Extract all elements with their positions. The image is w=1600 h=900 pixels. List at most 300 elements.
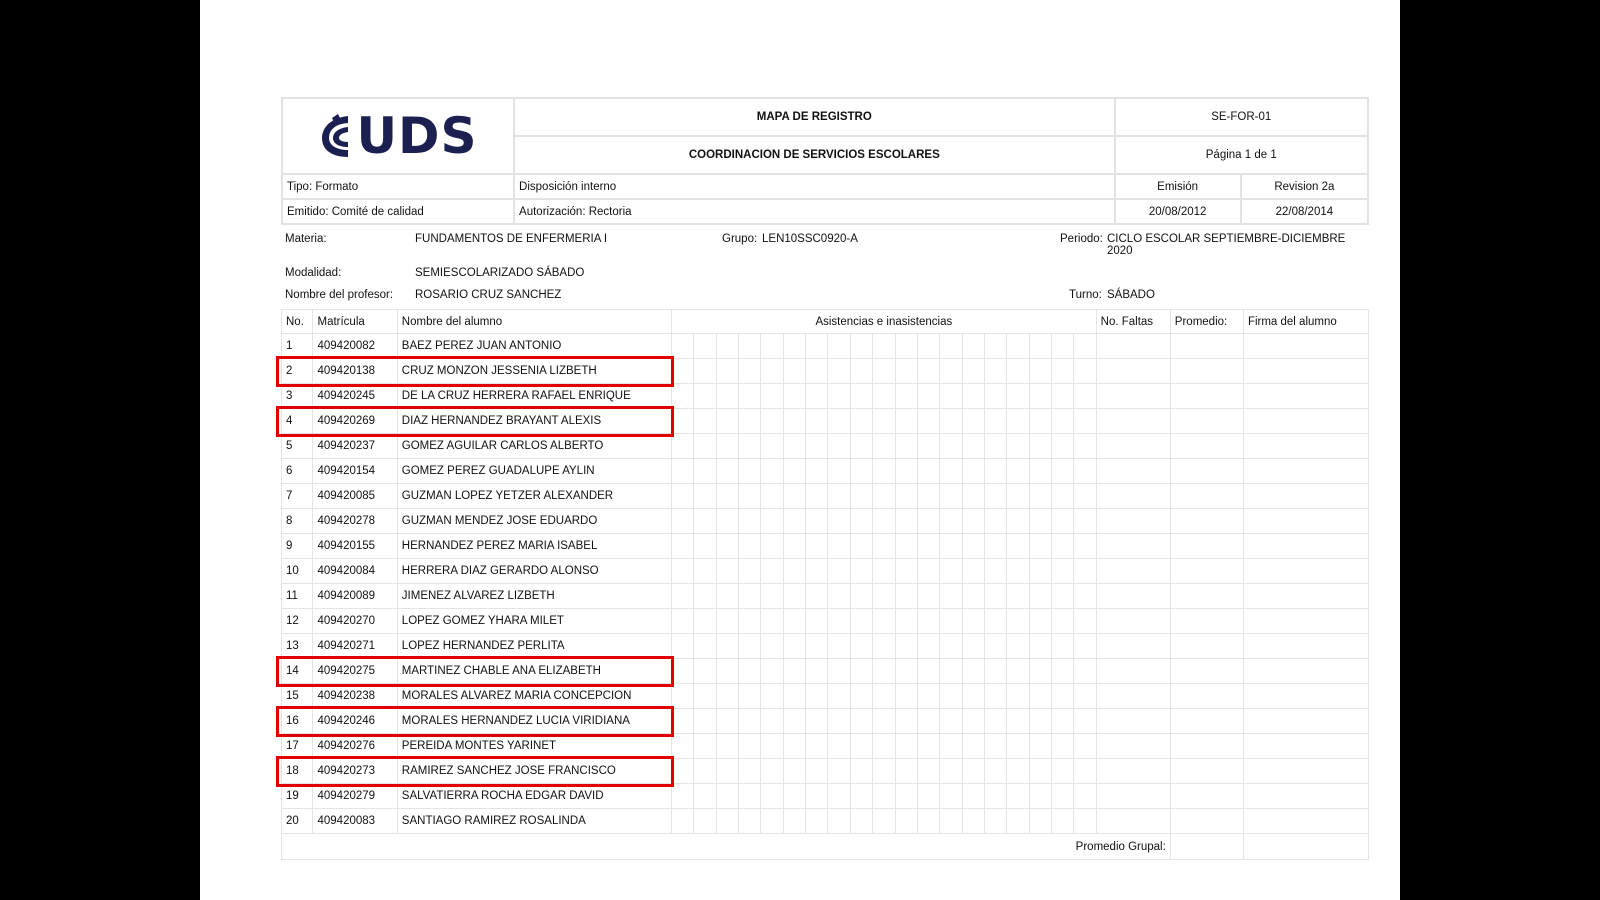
- attendance-cell: [1007, 459, 1029, 484]
- attendance-cell: [672, 659, 694, 684]
- firma-cell: [1243, 659, 1368, 684]
- document-title: MAPA DE REGISTRO: [514, 98, 1114, 136]
- firma-cell: [1243, 534, 1368, 559]
- registro-document: [281, 97, 1369, 860]
- attendance-cell: [962, 559, 984, 584]
- promedio-grupal-label: Promedio Grupal:: [282, 834, 1171, 860]
- row-matricula: 409420273: [313, 759, 397, 784]
- faltas-cell: [1096, 559, 1170, 584]
- attendance-cell: [917, 584, 939, 609]
- attendance-cell: [739, 659, 761, 684]
- attendance-cell: [940, 684, 962, 709]
- attendance-cell: [984, 784, 1006, 809]
- attendance-cell: [1051, 809, 1073, 834]
- attendance-cell: [783, 459, 805, 484]
- attendance-cell: [694, 434, 716, 459]
- page-indicator: Página 1 de 1: [1115, 136, 1368, 174]
- promedio-cell: [1170, 484, 1243, 509]
- promedio-cell: [1170, 584, 1243, 609]
- attendance-cell: [1074, 609, 1096, 634]
- row-no: 20: [282, 809, 313, 834]
- attendance-cell: [984, 634, 1006, 659]
- attendance-cell: [962, 734, 984, 759]
- attendance-cell: [1007, 334, 1029, 359]
- attendance-cell: [672, 809, 694, 834]
- attendance-cell: [962, 459, 984, 484]
- attendance-cell: [761, 484, 783, 509]
- row-nombre: BAEZ PEREZ JUAN ANTONIO: [397, 334, 671, 359]
- row-nombre: RAMIREZ SANCHEZ JOSE FRANCISCO: [397, 759, 671, 784]
- materia-value: FUNDAMENTOS DE ENFERMERIA I: [415, 233, 608, 245]
- attendance-cell: [917, 809, 939, 834]
- footer-blank: [1243, 834, 1368, 860]
- attendance-cell: [940, 784, 962, 809]
- attendance-cell: [940, 534, 962, 559]
- row-matricula: 409420275: [313, 659, 397, 684]
- attendance-cell: [806, 459, 828, 484]
- table-row: [282, 809, 1369, 834]
- attendance-cell: [1051, 434, 1073, 459]
- attendance-cell: [806, 684, 828, 709]
- attendance-cell: [761, 409, 783, 434]
- row-no: 13: [282, 634, 313, 659]
- attendance-cell: [716, 659, 738, 684]
- attendance-cell: [1074, 584, 1096, 609]
- attendance-cell: [895, 559, 917, 584]
- revision-label: Revision 2a: [1241, 174, 1368, 199]
- attendance-cell: [1029, 634, 1051, 659]
- attendance-cell: [873, 459, 895, 484]
- row-nombre: GOMEZ PEREZ GUADALUPE AYLIN: [397, 459, 671, 484]
- attendance-cell: [940, 359, 962, 384]
- attendance-cell: [783, 784, 805, 809]
- tipo-field: Tipo: Formato: [282, 174, 514, 199]
- document-subtitle: COORDINACION DE SERVICIOS ESCOLARES: [514, 136, 1114, 174]
- attendance-cell: [917, 784, 939, 809]
- attendance-cell: [716, 459, 738, 484]
- row-nombre: DIAZ HERNANDEZ BRAYANT ALEXIS: [397, 409, 671, 434]
- promedio-cell: [1170, 334, 1243, 359]
- attendance-cell: [895, 409, 917, 434]
- attendance-cell: [1007, 484, 1029, 509]
- attendance-cell: [828, 659, 850, 684]
- attendance-cell: [917, 334, 939, 359]
- attendance-cell: [761, 759, 783, 784]
- faltas-cell: [1096, 709, 1170, 734]
- attendance-cell: [962, 334, 984, 359]
- attendance-cell: [1007, 709, 1029, 734]
- promedio-grupal-value: [1170, 834, 1243, 860]
- attendance-cell: [828, 409, 850, 434]
- disposicion-field: Disposición interno: [514, 174, 1114, 199]
- promedio-cell: [1170, 634, 1243, 659]
- table-row: [282, 784, 1369, 809]
- attendance-cell: [739, 559, 761, 584]
- table-row-highlighted: [282, 709, 1369, 734]
- row-no: 12: [282, 609, 313, 634]
- row-nombre: SALVATIERRA ROCHA EDGAR DAVID: [397, 784, 671, 809]
- attendance-cell: [873, 709, 895, 734]
- attendance-cell: [1074, 809, 1096, 834]
- attendance-cell: [1007, 434, 1029, 459]
- attendance-cell: [783, 709, 805, 734]
- attendance-cell: [694, 534, 716, 559]
- row-nombre: GUZMAN LOPEZ YETZER ALEXANDER: [397, 484, 671, 509]
- attendance-cell: [739, 484, 761, 509]
- attendance-cell: [962, 384, 984, 409]
- attendance-cell: [672, 784, 694, 809]
- attendance-cell: [917, 484, 939, 509]
- attendance-cell: [672, 334, 694, 359]
- attendance-cell: [962, 434, 984, 459]
- attendance-cell: [672, 559, 694, 584]
- firma-cell: [1243, 609, 1368, 634]
- attendance-cell: [828, 634, 850, 659]
- promedio-cell: [1170, 359, 1243, 384]
- firma-cell: [1243, 634, 1368, 659]
- attendance-cell: [940, 584, 962, 609]
- row-nombre: MORALES ALVAREZ MARIA CONCEPCION: [397, 684, 671, 709]
- attendance-cell: [694, 734, 716, 759]
- row-no: 18: [282, 759, 313, 784]
- attendance-cell: [917, 409, 939, 434]
- attendance-cell: [806, 584, 828, 609]
- row-nombre: MARTINEZ CHABLE ANA ELIZABETH: [397, 659, 671, 684]
- table-row: [282, 584, 1369, 609]
- attendance-cell: [761, 459, 783, 484]
- attendance-cell: [739, 584, 761, 609]
- attendance-cell: [1074, 634, 1096, 659]
- attendance-cell: [694, 609, 716, 634]
- attendance-cell: [895, 384, 917, 409]
- attendance-cell: [917, 509, 939, 534]
- firma-cell: [1243, 759, 1368, 784]
- attendance-cell: [694, 709, 716, 734]
- attendance-cell: [1074, 534, 1096, 559]
- attendance-cell: [895, 809, 917, 834]
- table-row-highlighted: [282, 359, 1369, 384]
- attendance-cell: [895, 459, 917, 484]
- attendance-cell: [1074, 359, 1096, 384]
- attendance-cell: [694, 409, 716, 434]
- firma-cell: [1243, 409, 1368, 434]
- attendance-cell: [783, 634, 805, 659]
- attendance-cell: [1029, 809, 1051, 834]
- attendance-cell: [716, 409, 738, 434]
- attendance-cell: [672, 509, 694, 534]
- attendance-cell: [672, 709, 694, 734]
- attendance-cell: [761, 509, 783, 534]
- row-nombre: PEREIDA MONTES YARINET: [397, 734, 671, 759]
- row-matricula: 409420270: [313, 609, 397, 634]
- attendance-cell: [1029, 709, 1051, 734]
- firma-cell: [1243, 459, 1368, 484]
- attendance-cell: [917, 384, 939, 409]
- firma-cell: [1243, 734, 1368, 759]
- attendance-cell: [1029, 584, 1051, 609]
- attendance-cell: [895, 359, 917, 384]
- attendance-cell: [806, 409, 828, 434]
- attendance-cell: [1029, 459, 1051, 484]
- grupo-label: Grupo:: [722, 233, 758, 245]
- attendance-cell: [1051, 584, 1073, 609]
- attendance-cell: [940, 484, 962, 509]
- attendance-cell: [984, 684, 1006, 709]
- attendance-cell: [806, 484, 828, 509]
- attendance-cell: [962, 784, 984, 809]
- promedio-cell: [1170, 734, 1243, 759]
- attendance-cell: [984, 734, 1006, 759]
- attendance-cell: [940, 809, 962, 834]
- row-matricula: 409420246: [313, 709, 397, 734]
- attendance-cell: [1074, 734, 1096, 759]
- attendance-cell: [895, 584, 917, 609]
- table-row: [282, 534, 1369, 559]
- attendance-cell: [984, 709, 1006, 734]
- emision-label: Emisión: [1115, 174, 1241, 199]
- faltas-cell: [1096, 734, 1170, 759]
- attendance-cell: [873, 659, 895, 684]
- attendance-cell: [1007, 659, 1029, 684]
- attendance-cell: [739, 784, 761, 809]
- attendance-cell: [739, 634, 761, 659]
- attendance-cell: [850, 384, 872, 409]
- attendance-cell: [783, 734, 805, 759]
- attendance-cell: [761, 709, 783, 734]
- attendance-cell: [1007, 734, 1029, 759]
- promedio-cell: [1170, 434, 1243, 459]
- row-matricula: 409420085: [313, 484, 397, 509]
- attendance-cell: [1007, 634, 1029, 659]
- revision-date: 22/08/2014: [1241, 199, 1368, 224]
- attendance-cell: [962, 709, 984, 734]
- row-no: 17: [282, 734, 313, 759]
- attendance-cell: [984, 484, 1006, 509]
- row-no: 19: [282, 784, 313, 809]
- table-row: [282, 684, 1369, 709]
- row-matricula: 409420278: [313, 509, 397, 534]
- attendance-cell: [962, 359, 984, 384]
- attendance-cell: [1007, 759, 1029, 784]
- col-promedio: Promedio:: [1170, 310, 1243, 334]
- attendance-cell: [1051, 559, 1073, 584]
- attendance-cell: [806, 509, 828, 534]
- attendance-cell: [917, 459, 939, 484]
- faltas-cell: [1096, 659, 1170, 684]
- attendance-cell: [672, 459, 694, 484]
- attendance-cell: [984, 809, 1006, 834]
- uds-logo: [287, 107, 509, 165]
- attendance-cell: [694, 759, 716, 784]
- faltas-cell: [1096, 809, 1170, 834]
- attendance-cell: [672, 359, 694, 384]
- attendance-cell: [895, 734, 917, 759]
- attendance-cell: [783, 534, 805, 559]
- faltas-cell: [1096, 409, 1170, 434]
- grupo-value: LEN10SSC0920-A: [762, 233, 858, 245]
- attendance-cell: [1074, 334, 1096, 359]
- attendance-cell: [783, 584, 805, 609]
- row-nombre: GUZMAN MENDEZ JOSE EDUARDO: [397, 509, 671, 534]
- attendance-cell: [1051, 634, 1073, 659]
- attendance-cell: [828, 784, 850, 809]
- attendance-cell: [1074, 759, 1096, 784]
- attendance-cell: [1051, 334, 1073, 359]
- attendance-cell: [917, 359, 939, 384]
- attendance-cell: [984, 434, 1006, 459]
- table-row: [282, 484, 1369, 509]
- attendance-cell: [917, 634, 939, 659]
- promedio-cell: [1170, 809, 1243, 834]
- attendance-cell: [806, 559, 828, 584]
- attendance-cell: [962, 409, 984, 434]
- attendance-cell: [783, 659, 805, 684]
- attendance-cell: [962, 534, 984, 559]
- attendance-cell: [940, 734, 962, 759]
- attendance-cell: [1007, 684, 1029, 709]
- attendance-cell: [1074, 659, 1096, 684]
- row-no: 14: [282, 659, 313, 684]
- attendance-cell: [873, 484, 895, 509]
- attendance-cell: [783, 684, 805, 709]
- attendance-cell: [895, 484, 917, 509]
- attendance-cell: [940, 759, 962, 784]
- row-no: 4: [282, 409, 313, 434]
- turno-value: SÁBADO: [1107, 289, 1155, 301]
- attendance-cell: [783, 334, 805, 359]
- attendance-cell: [694, 334, 716, 359]
- attendance-cell: [739, 759, 761, 784]
- firma-cell: [1243, 384, 1368, 409]
- document-page: [200, 0, 1400, 900]
- attendance-cell: [672, 384, 694, 409]
- attendance-cell: [850, 809, 872, 834]
- attendance-cell: [761, 359, 783, 384]
- row-matricula: 409420155: [313, 534, 397, 559]
- attendance-cell: [1029, 409, 1051, 434]
- attendance-cell: [694, 659, 716, 684]
- attendance-cell: [672, 634, 694, 659]
- attendance-cell: [940, 384, 962, 409]
- row-nombre: LOPEZ GOMEZ YHARA MILET: [397, 609, 671, 634]
- attendance-cell: [940, 409, 962, 434]
- attendance-cell: [739, 609, 761, 634]
- promedio-cell: [1170, 409, 1243, 434]
- attendance-cell: [940, 709, 962, 734]
- attendance-cell: [739, 334, 761, 359]
- attendance-cell: [694, 509, 716, 534]
- attendance-cell: [873, 784, 895, 809]
- attendance-cell: [672, 609, 694, 634]
- attendance-cell: [1029, 359, 1051, 384]
- table-row: [282, 559, 1369, 584]
- attendance-cell: [873, 559, 895, 584]
- faltas-cell: [1096, 484, 1170, 509]
- attendance-cell: [783, 359, 805, 384]
- attendance-cell: [716, 734, 738, 759]
- attendance-cell: [806, 784, 828, 809]
- attendance-cell: [716, 709, 738, 734]
- attendance-cell: [895, 334, 917, 359]
- materia-label: Materia:: [285, 233, 327, 245]
- col-faltas: No. Faltas: [1096, 310, 1170, 334]
- row-nombre: GOMEZ AGUILAR CARLOS ALBERTO: [397, 434, 671, 459]
- faltas-cell: [1096, 384, 1170, 409]
- attendance-cell: [806, 709, 828, 734]
- attendance-cell: [873, 684, 895, 709]
- table-row: [282, 434, 1369, 459]
- row-nombre: SANTIAGO RAMIREZ ROSALINDA: [397, 809, 671, 834]
- attendance-cell: [962, 484, 984, 509]
- attendance-cell: [761, 334, 783, 359]
- attendance-cell: [1074, 559, 1096, 584]
- attendance-cell: [962, 509, 984, 534]
- attendance-cell: [672, 684, 694, 709]
- row-matricula: 409420154: [313, 459, 397, 484]
- attendance-cell: [739, 434, 761, 459]
- attendance-cell: [694, 559, 716, 584]
- modalidad-value: SEMIESCOLARIZADO SÁBADO: [415, 267, 585, 279]
- attendance-cell: [873, 584, 895, 609]
- attendance-cell: [761, 684, 783, 709]
- attendance-cell: [694, 359, 716, 384]
- attendance-cell: [917, 534, 939, 559]
- attendance-cell: [962, 584, 984, 609]
- attendance-cell: [917, 434, 939, 459]
- attendance-cell: [1029, 609, 1051, 634]
- attendance-cell: [984, 534, 1006, 559]
- attendance-cell: [873, 734, 895, 759]
- row-no: 2: [282, 359, 313, 384]
- faltas-cell: [1096, 684, 1170, 709]
- attendance-cell: [716, 484, 738, 509]
- attendance-cell: [895, 709, 917, 734]
- attendance-cell: [1007, 384, 1029, 409]
- attendance-cell: [761, 584, 783, 609]
- attendance-cell: [850, 484, 872, 509]
- attendance-cell: [716, 759, 738, 784]
- col-firma: Firma del alumno: [1243, 310, 1368, 334]
- attendance-cell: [984, 334, 1006, 359]
- faltas-cell: [1096, 784, 1170, 809]
- attendance-cell: [873, 509, 895, 534]
- row-matricula: 409420237: [313, 434, 397, 459]
- attendance-cell: [761, 559, 783, 584]
- attendance-cell: [917, 759, 939, 784]
- attendance-cell: [783, 809, 805, 834]
- attendance-cell: [672, 434, 694, 459]
- row-no: 9: [282, 534, 313, 559]
- promedio-cell: [1170, 659, 1243, 684]
- attendance-cell: [828, 509, 850, 534]
- attendance-cell: [984, 659, 1006, 684]
- attendance-cell: [850, 434, 872, 459]
- attendance-cell: [1029, 734, 1051, 759]
- attendance-cell: [895, 684, 917, 709]
- faltas-cell: [1096, 509, 1170, 534]
- attendance-cell: [1007, 359, 1029, 384]
- attendance-cell: [850, 534, 872, 559]
- attendance-cell: [895, 634, 917, 659]
- emitido-field: Emitido: Comité de calidad: [282, 199, 514, 224]
- attendance-cell: [940, 334, 962, 359]
- attendance-cell: [873, 809, 895, 834]
- attendance-cell: [873, 759, 895, 784]
- attendance-cell: [917, 659, 939, 684]
- row-no: 16: [282, 709, 313, 734]
- attendance-cell: [716, 684, 738, 709]
- attendance-cell: [761, 609, 783, 634]
